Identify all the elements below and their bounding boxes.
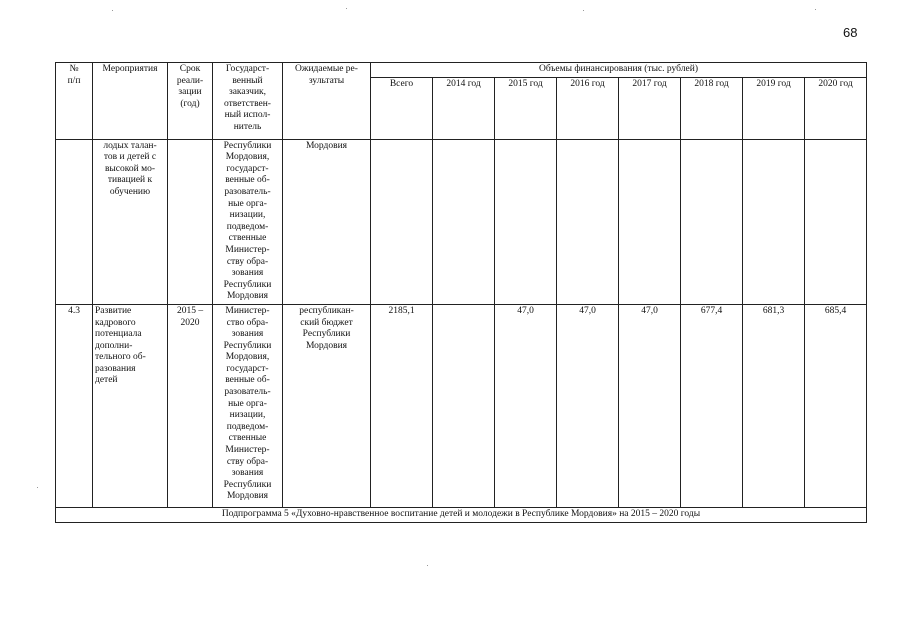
table-row bbox=[56, 304, 867, 507]
scan-speck bbox=[815, 9, 816, 10]
scan-speck bbox=[427, 565, 428, 566]
cell-num: 4.3 bbox=[56, 304, 93, 507]
header-funding-group: Объемы финансирования (тыс. рублей) bbox=[371, 63, 867, 78]
cell-2015: 47,0 bbox=[495, 304, 557, 507]
cell-term bbox=[168, 139, 213, 304]
scan-speck bbox=[346, 8, 347, 9]
cell-total: 2185,1 bbox=[371, 304, 433, 507]
cell-result: Мордовия bbox=[283, 139, 371, 304]
cell-term: 2015 – 2020 bbox=[168, 304, 213, 507]
subprogram-title: Подпрограмма 5 «Духовно-нравственное воспитание детей и молодежи в Республике Мордовия» на 2015 – 2020 годы bbox=[56, 507, 867, 522]
cell-total bbox=[371, 139, 433, 304]
header-year-2017: 2017 год bbox=[619, 77, 681, 139]
cell-2019: 681,3 bbox=[743, 304, 805, 507]
cell-measure: лодых талан- тов и детей с высокой мо- тивацией к обучению bbox=[93, 139, 168, 304]
cell-executor: Республики Мордовия, государст- венные об- разователь- ные орга- низации, подведом- ственные Министер- ству обра- зования Республики Мордовия bbox=[213, 139, 283, 304]
cell-2018 bbox=[681, 139, 743, 304]
cell-2017 bbox=[619, 139, 681, 304]
cell-measure: Развитие кадрового потенциала дополни- тельного об- разования детей bbox=[93, 304, 168, 507]
cell-result: республикан- ский бюджет Республики Мордовия bbox=[283, 304, 371, 507]
header-year-total: Всего bbox=[371, 77, 433, 139]
header-row bbox=[56, 63, 867, 78]
cell-2017: 47,0 bbox=[619, 304, 681, 507]
header-results: Ожидаемые ре- зультаты bbox=[283, 63, 371, 140]
scan-speck bbox=[583, 10, 584, 11]
header-measures: Мероприятия bbox=[93, 63, 168, 140]
header-executor: Государст- венный заказчик, ответствен- ный испол- нитель bbox=[213, 63, 283, 140]
cell-2015 bbox=[495, 139, 557, 304]
cell-2019 bbox=[743, 139, 805, 304]
header-year-2018: 2018 год bbox=[681, 77, 743, 139]
header-year-2019: 2019 год bbox=[743, 77, 805, 139]
scan-speck bbox=[112, 10, 113, 11]
header-year-2020: 2020 год bbox=[805, 77, 867, 139]
subprogram-row bbox=[56, 507, 867, 522]
header-year-2015: 2015 год bbox=[495, 77, 557, 139]
cell-2016: 47,0 bbox=[557, 304, 619, 507]
header-term: Срок реали- зации (год) bbox=[168, 63, 213, 140]
cell-2020 bbox=[805, 139, 867, 304]
header-year-2016: 2016 год bbox=[557, 77, 619, 139]
cell-2014 bbox=[433, 304, 495, 507]
table-row bbox=[56, 139, 867, 304]
header-year-2014: 2014 год bbox=[433, 77, 495, 139]
funding-table bbox=[55, 62, 867, 523]
cell-2020: 685,4 bbox=[805, 304, 867, 507]
cell-2016 bbox=[557, 139, 619, 304]
cell-num bbox=[56, 139, 93, 304]
cell-executor: Министер- ство обра- зования Республики Мордовия, государст- венные об- разователь- ные орга- низации, подведом- ственные Министер- ству обра- зования Республики Мордовия bbox=[213, 304, 283, 507]
page-number: 68 bbox=[843, 25, 858, 40]
scan-speck bbox=[37, 487, 38, 488]
header-num: № п/п bbox=[56, 63, 93, 140]
cell-2018: 677,4 bbox=[681, 304, 743, 507]
cell-2014 bbox=[433, 139, 495, 304]
